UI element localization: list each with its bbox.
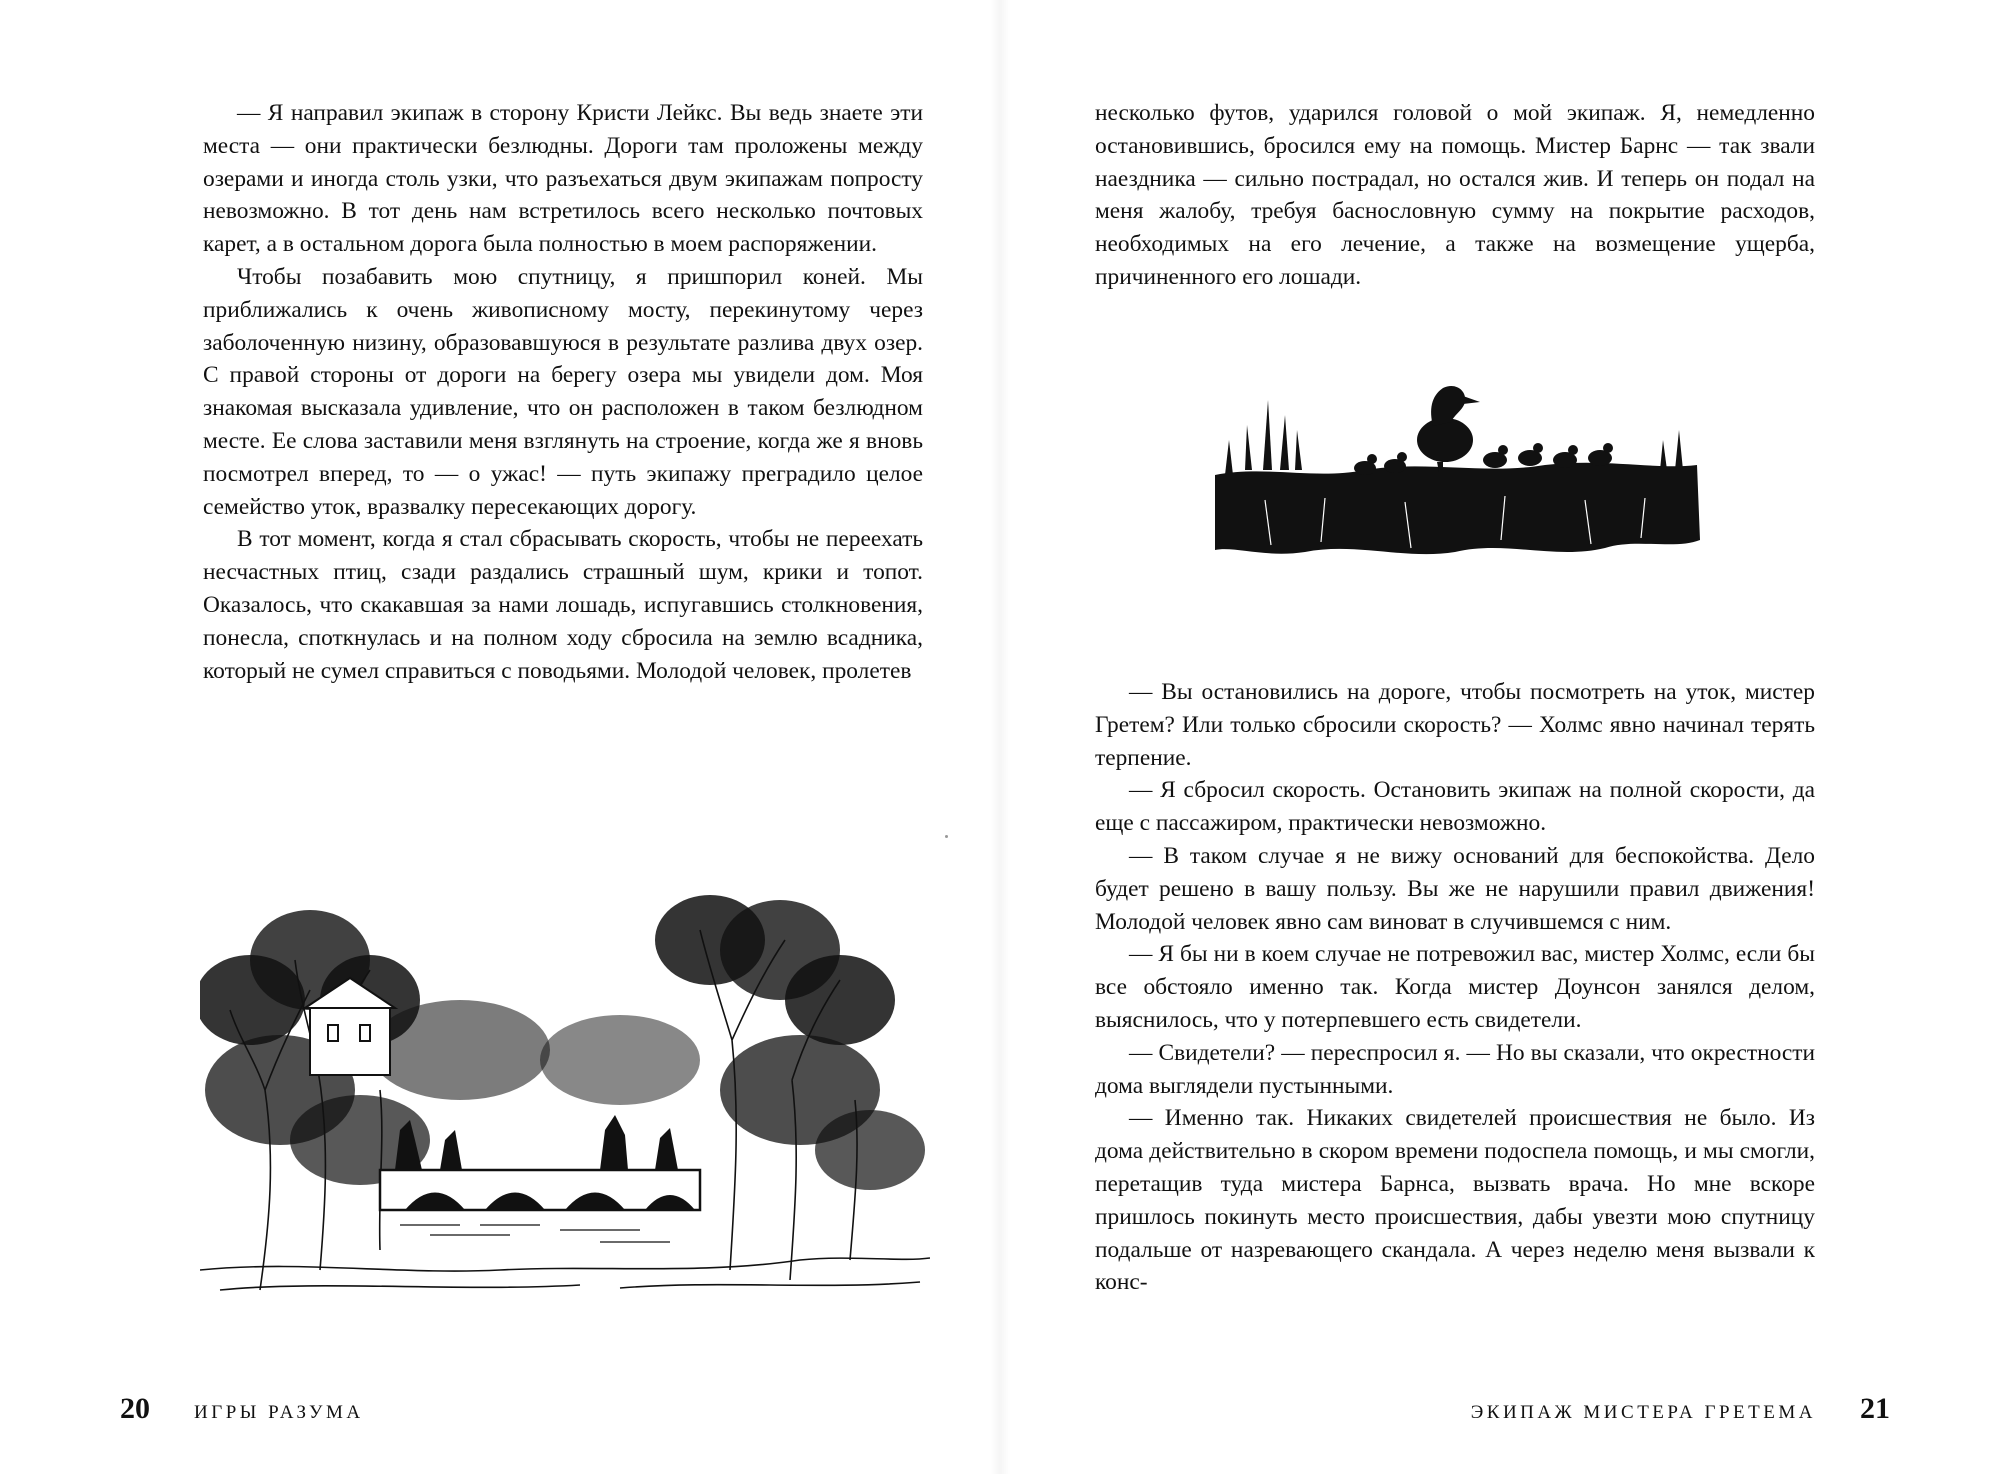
paragraph: — Я сбросил скорость. Остановить экипаж на полной скорости, да еще с пассажиром, практически невозможно.	[1095, 777, 1815, 837]
page-number: 20	[120, 1392, 150, 1425]
page-number: 21	[1860, 1392, 1890, 1425]
ducks-silhouette-illustration	[1205, 370, 1705, 590]
paragraph: несколько футов, ударился головой о мой экипаж. Я, немедленно остановившись, бросился ему на помощь. Мистер Барнс — так звали наездника — сильно пострадал, но остался жив. И теперь он подал на меня жалобу, требуя баснословную сумму на покрытие расходов, необходимых на его лечение, а также на возмещение ущерба, причиненного его лошади.	[1095, 100, 1815, 290]
left-page-footer	[120, 1392, 364, 1432]
right-page-bottom-text	[1095, 676, 1815, 1299]
running-head: ЭКИПАЖ МИСТЕРА ГРЕТЕМА	[1470, 1402, 1816, 1423]
paragraph: — Вы остановились на дороге, чтобы посмотреть на уток, мистер Гретем? Или только сбросили скорость? — Холмс явно начинал терять терпение.	[1095, 679, 1815, 771]
paragraph: В тот момент, когда я стал сбрасывать скорость, чтобы не переехать несчастных птиц, сзади раздались страшный шум, крики и топот. Оказалось, что скакавшая за нами лошадь, испугавшись столкновения, понесла, споткнулась и на полном ходу сбросила на землю всадника, который не сумел справиться с поводьями. Молодой человек, пролетев	[203, 526, 923, 684]
running-head: ИГРЫ РАЗУМА	[194, 1402, 364, 1423]
paragraph: Чтобы позабавить мою спутницу, я пришпорил коней. Мы приближались к очень живописному мосту, перекинутому через заболоченную низину, образовавшуюся в результате разлива двух озер. С правой стороны от дороги на берегу озера мы увидели дом. Моя знакомая высказала удивление, что он расположен в таком безлюдном месте. Ее слова заставили меня взглянуть на строение, когда же я вновь посмотрел вперед, то — о ужас! — путь экипажу преградило целое семейство уток, вразвалку пересекающих дорогу.	[203, 263, 923, 520]
right-page-footer	[1471, 1392, 1890, 1432]
paragraph: — Я бы ни в коем случае не потревожил вас, мистер Холмс, если бы все обстояло именно так. Когда мистер Доунсон занялся делом, выяснилось, что у потерпевшего есть свидетели.	[1095, 941, 1815, 1033]
left-page-text	[203, 97, 923, 687]
paragraph: — Я направил экипаж в сторону Кристи Лейкс. Вы ведь знаете эти места — они практически безлюдны. Дороги там проложены между озерами и иногда столь узки, что разъехаться двум экипажам попросту невозможно. В тот день нам встретилось всего несколько почтовых карет, а в остальном дорога была полностью в моем распоряжении.	[203, 100, 923, 258]
paragraph: — В таком случае я не вижу оснований для беспокойства. Дело будет решено в вашу пользу. Вы же не нарушили правил движения! Молодой человек явно сам виноват в случившемся с ним.	[1095, 842, 1815, 935]
right-page-top-text	[1095, 97, 1815, 294]
right-page	[1000, 0, 2000, 1474]
paragraph: — Именно так. Никаких свидетелей происшествия не было. Из дома действительно в скором времени подоспела помощь, и мы смогли, перетащив туда мистера Барнса, вызвать врача. Но мне вскоре пришлось покинуть место происшествия, дабы увезти мою спутницу подальше от назревающего скандала. А через неделю меня вызвали к конс-	[1095, 1105, 1815, 1296]
paragraph: — Свидетели? — переспросил я. — Но вы сказали, что окрестности дома выглядели пустынными.	[1095, 1039, 1815, 1099]
bridge-landscape-illustration	[200, 890, 930, 1300]
print-speck	[945, 835, 948, 838]
